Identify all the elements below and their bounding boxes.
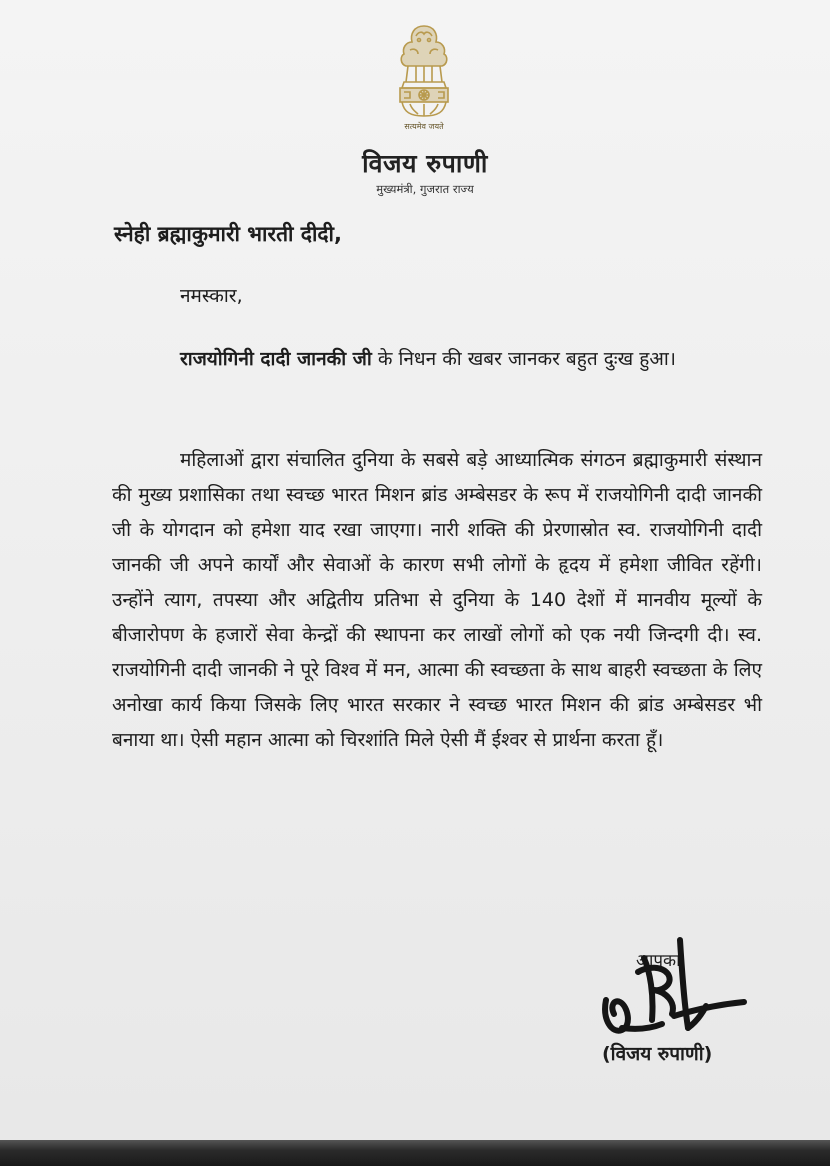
handwritten-signature [592,932,752,1042]
paragraph-1-text: के निधन की खबर जानकर बहुत दुःख हुआ। [371,348,676,370]
letterhead-name: विजय रुपाणी [362,149,488,178]
bottom-edge-bar [0,1140,830,1166]
emblem-motto: सत्यमेव जयते [404,122,444,131]
letter-greeting: नमस्कार, [180,285,243,307]
letter-paragraph-2: महिलाओं द्वारा संचालित दुनिया के सबसे बड़े आध्यात्मिक संगठन ब्रह्माकुमारी संस्थान की मुख्य प्रशासिका तथा स्वच्छ भारत मिशन ब्रांड अम्बेसडर के रूप में राजयोगिनी दादी जानकी जी के योगदान को हमेशा याद रखा जाएगा। नारी शक्ति की प्रेरणास्रोत स्व. राजयोगिनी दादी जानकी जी अपने कार्यों और सेवाओं के कारण सभी लोगों के हृदय में हमेशा जीवित रहेंगी। उन्होंने त्याग, तपस्या और अद्वितीय प्रतिभा से दुनिया के 140 देशों में मानवीय मूल्यों के बीजारोपण के हजारों सेवा केन्द्रों की स्थापना कर लाखों लोगों को एक नयी जिन्दगी दी। स्व. राजयोगिनी दादी जानकी ने पूरे विश्व में मन, आत्मा की स्वच्छता के साथ बाहरी स्वच्छता के लिए अनोखा कार्य किया जिसके लिए भारत सरकार ने स्वच्छ भारत मिशन की ब्रांड अम्बेसडर भी बनाया था। ऐसी महान आत्मा को चिरशांति मिले ऐसी मैं ईश्वर से प्रार्थना करता हूँ। [112,449,762,751]
paragraph-1-bold-name: राजयोगिनी दादी जानकी जी [180,348,372,370]
signatory-name: (विजय रुपाणी) [602,1043,713,1065]
letter-closing: आपका, [636,951,686,971]
letter-salutation: स्नेही ब्रह्माकुमारी भारती दीदी, [114,222,342,246]
letter-paragraph-1 [112,342,762,377]
letterhead-designation: मुख्यमंत्री, गुजरात राज्य [376,182,474,196]
